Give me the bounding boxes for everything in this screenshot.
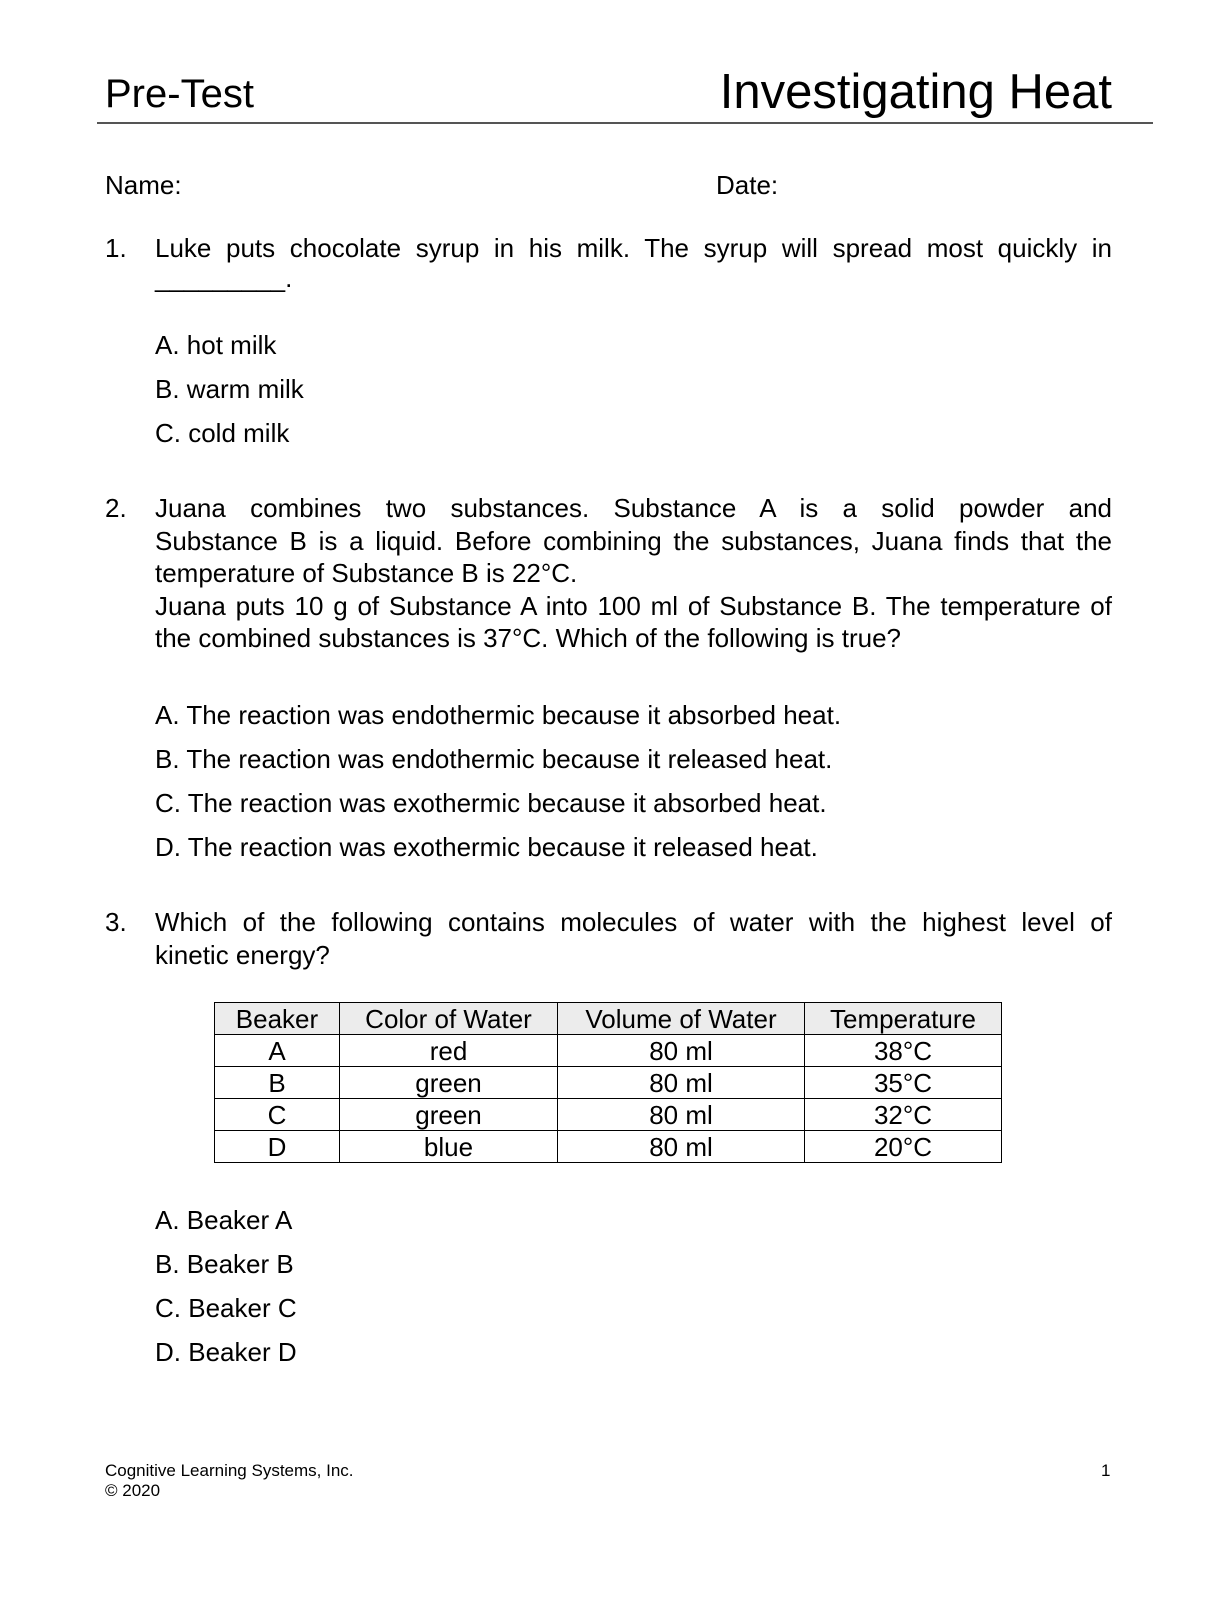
column-header-volume: Volume of Water (558, 1003, 805, 1035)
column-header-beaker: Beaker (215, 1003, 340, 1035)
table-header-row (215, 1003, 1002, 1035)
question-text: Substance B is a liquid. Before combining the substances, Juana finds that the temperature of Substance B is 22°C. (155, 525, 1112, 588)
question-number: 1. (105, 233, 127, 263)
footer (105, 1461, 354, 1501)
cell-color: blue (340, 1131, 558, 1163)
table-row (215, 1067, 1002, 1099)
question-2-options (155, 700, 841, 876)
name-label: Name: (105, 170, 182, 200)
cell-beaker: D (215, 1131, 340, 1163)
answer-blank: _________. (155, 263, 293, 293)
page-header-left-title: Pre-Test (105, 72, 254, 116)
option-b[interactable]: B. warm milk (155, 374, 304, 404)
table-row (215, 1131, 1002, 1163)
table-row (215, 1035, 1002, 1067)
question-3-options (155, 1205, 297, 1381)
cell-beaker: C (215, 1099, 340, 1131)
question-text: kinetic energy? (155, 939, 330, 970)
option-c[interactable]: C. cold milk (155, 418, 290, 448)
cell-beaker: B (215, 1067, 340, 1099)
cell-color: green (340, 1099, 558, 1131)
cell-volume: 80 ml (558, 1035, 805, 1067)
cell-color: green (340, 1067, 558, 1099)
question-3 (105, 906, 1112, 971)
option-b[interactable]: B. Beaker B (155, 1249, 294, 1279)
cell-volume: 80 ml (558, 1067, 805, 1099)
question-number: 3. (105, 907, 127, 937)
question-text-line1: Juana combines two substances. Substance A is a solid powder and (155, 493, 1112, 523)
option-b[interactable]: B. The reaction was endothermic because it released heat. (155, 744, 833, 774)
question-1-options (155, 330, 304, 462)
question-text-line1: Which of the following contains molecules of water with the highest level of (155, 907, 1112, 937)
option-c[interactable]: C. Beaker C (155, 1293, 297, 1323)
cell-volume: 80 ml (558, 1099, 805, 1131)
cell-temperature: 32°C (805, 1099, 1002, 1131)
beaker-table (214, 1002, 1002, 1163)
option-a[interactable]: A. The reaction was endothermic because it absorbed heat. (155, 700, 842, 730)
column-header-temperature: Temperature (805, 1003, 1002, 1035)
option-d[interactable]: D. Beaker D (155, 1337, 297, 1367)
cell-beaker: A (215, 1035, 340, 1067)
question-number: 2. (105, 493, 127, 523)
option-a[interactable]: A. hot milk (155, 330, 277, 360)
footer-copyright: © 2020 (105, 1481, 161, 1500)
question-text-paragraph2: Juana puts 10 g of Substance A into 100 ml of Substance B. The temperature of the combined substances is 37°C. Which of the following is true? (155, 590, 1112, 653)
cell-temperature: 35°C (805, 1067, 1002, 1099)
question-2 (105, 492, 1112, 655)
page-number: 1 (1101, 1461, 1111, 1480)
table-row (215, 1099, 1002, 1131)
option-c[interactable]: C. The reaction was exothermic because it absorbed heat. (155, 788, 827, 818)
cell-color: red (340, 1035, 558, 1067)
question-1 (105, 232, 1112, 293)
header-divider (97, 122, 1153, 124)
option-a[interactable]: A. Beaker A (155, 1205, 293, 1235)
footer-company: Cognitive Learning Systems, Inc. (105, 1461, 354, 1480)
cell-temperature: 38°C (805, 1035, 1002, 1067)
option-d[interactable]: D. The reaction was exothermic because it released heat. (155, 832, 818, 862)
page-title: Investigating Heat (719, 65, 1112, 119)
cell-volume: 80 ml (558, 1131, 805, 1163)
question-text: Luke puts chocolate syrup in his milk. The syrup will spread most quickly in (155, 233, 1112, 263)
cell-temperature: 20°C (805, 1131, 1002, 1163)
column-header-color: Color of Water (340, 1003, 558, 1035)
date-label: Date: (716, 170, 779, 200)
